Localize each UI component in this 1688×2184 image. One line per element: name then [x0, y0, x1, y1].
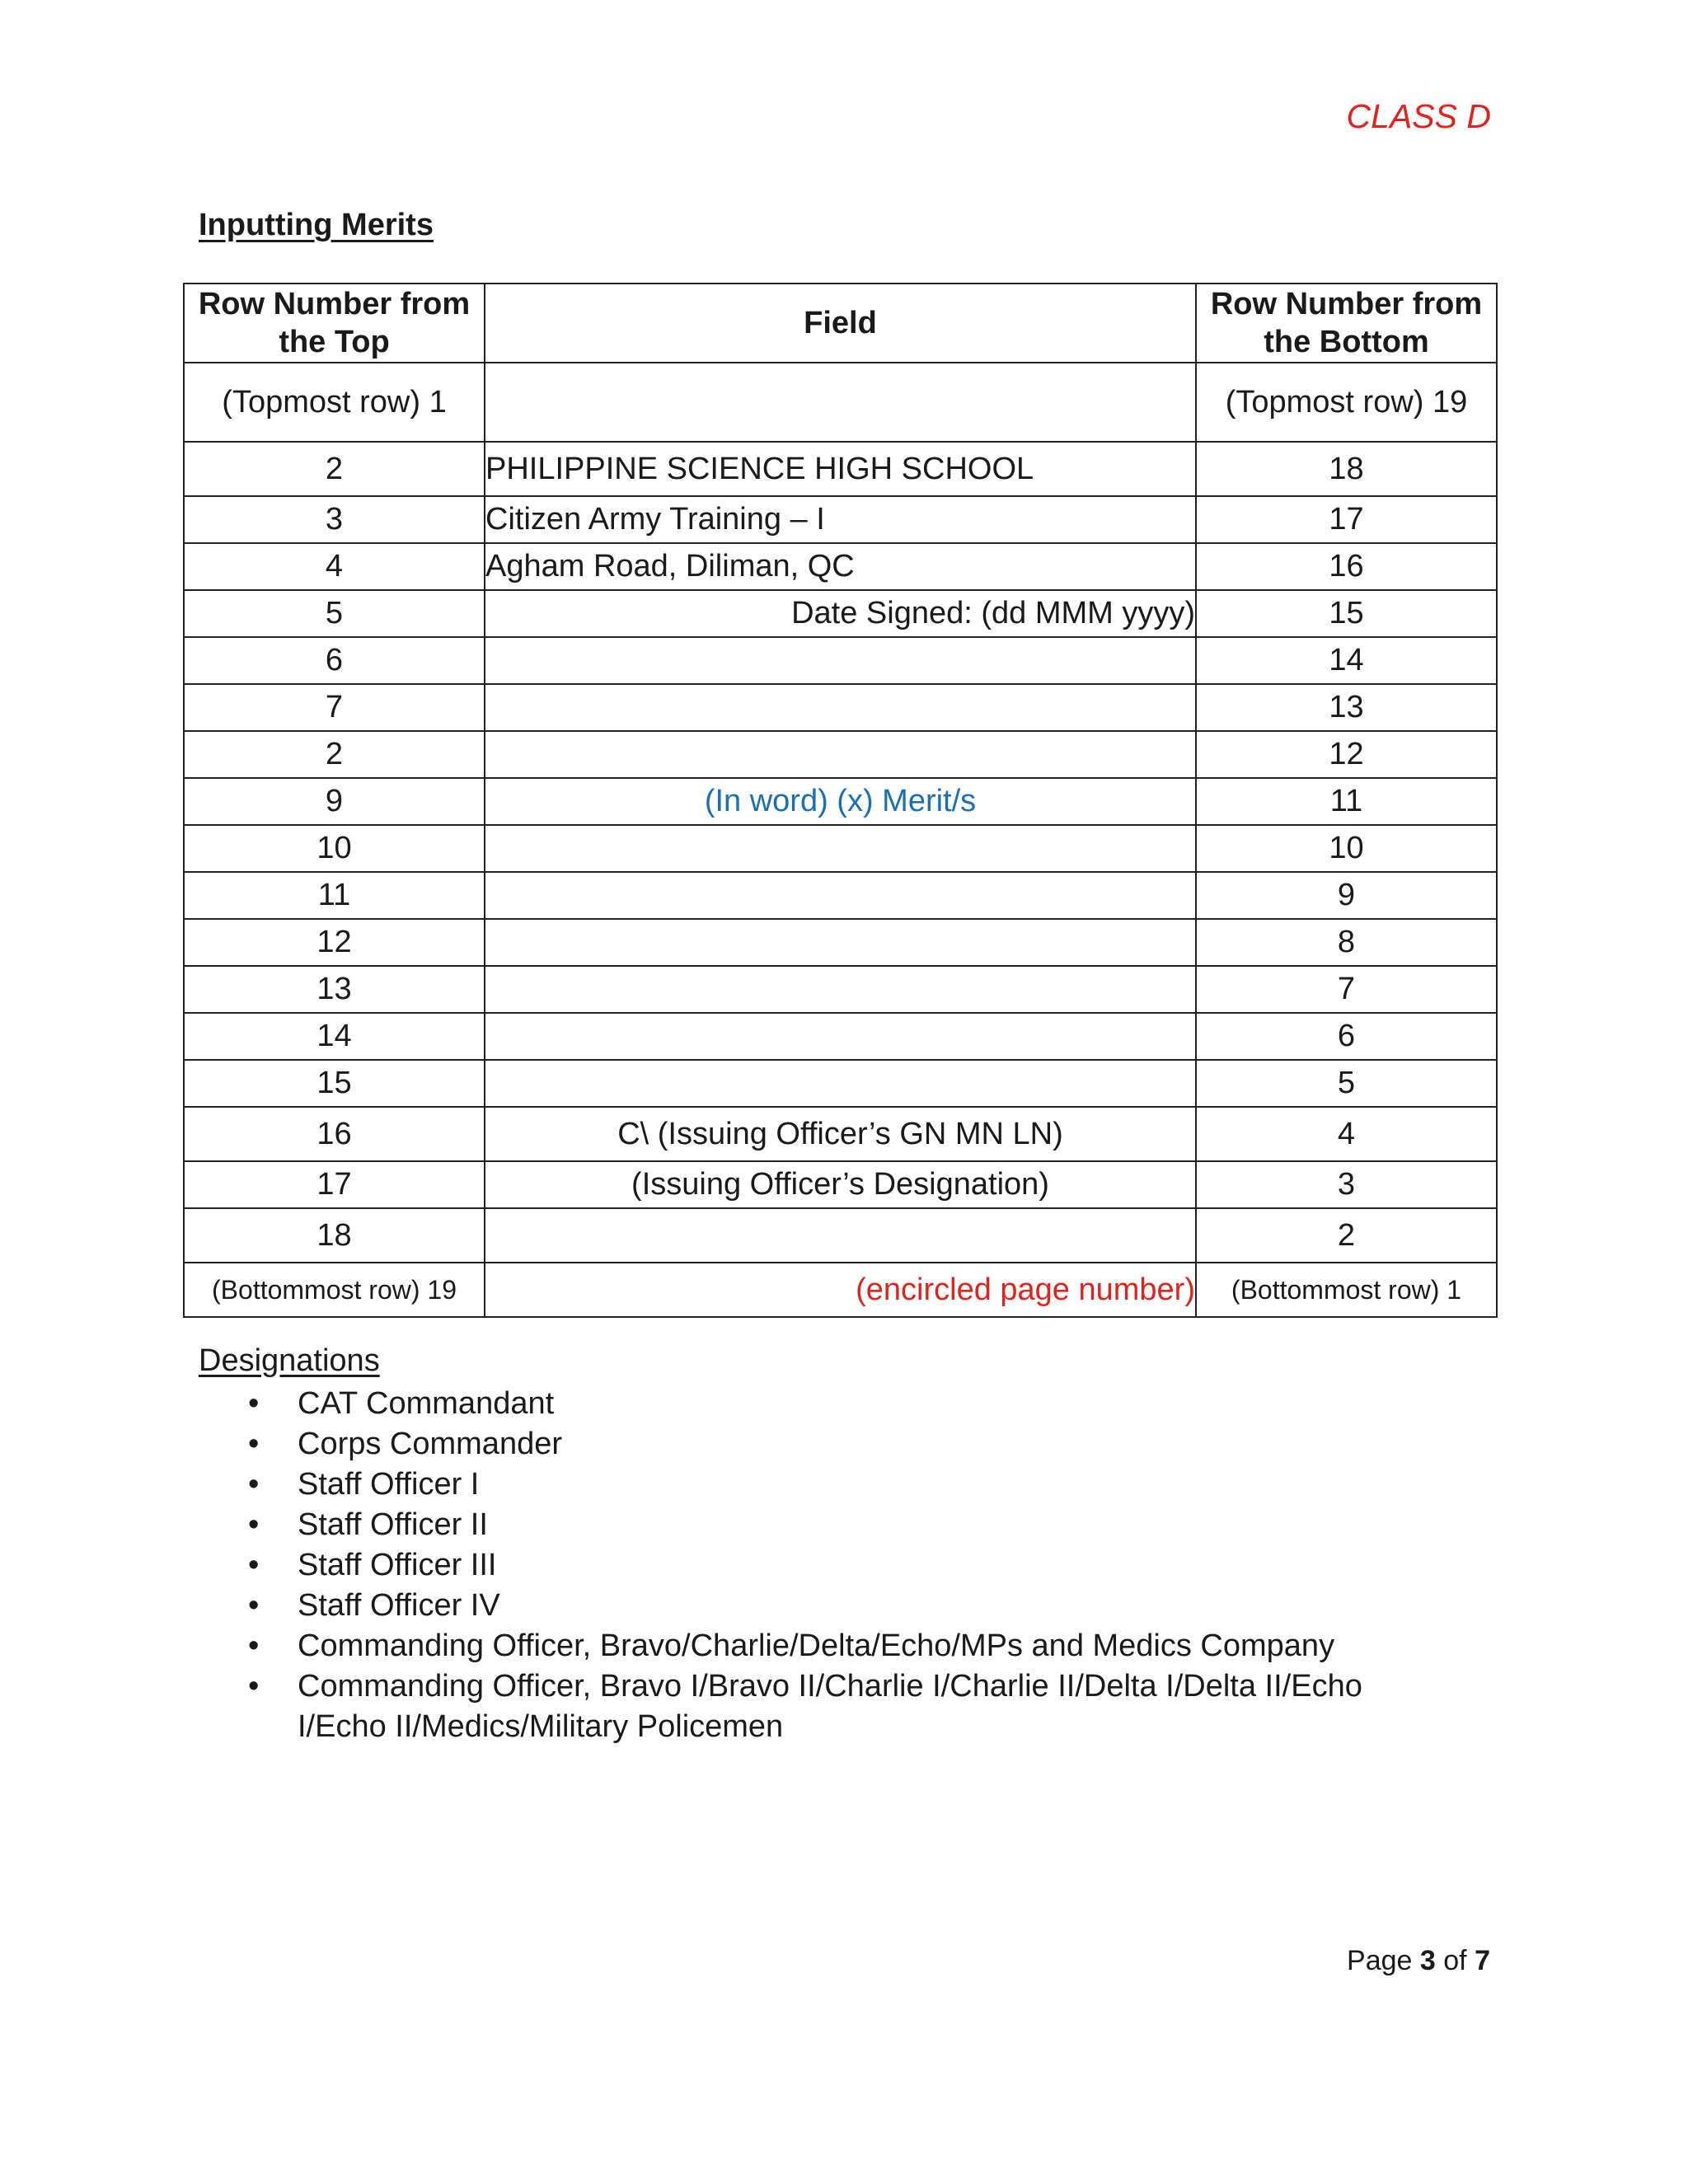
section-title: Inputting Merits — [199, 208, 434, 242]
table-row — [184, 731, 1497, 778]
row-top-number: 10 — [184, 825, 485, 872]
row-top-number: 11 — [184, 872, 485, 919]
row-top-number: 2 — [184, 442, 485, 496]
row-bottom-number: 6 — [1196, 1013, 1497, 1060]
row-bottom-number: 10 — [1196, 825, 1497, 872]
row-field: Citizen Army Training – I — [485, 496, 1196, 543]
row-top-number: 3 — [184, 496, 485, 543]
bullet-icon: • — [248, 1588, 260, 1623]
row-top-number: 17 — [184, 1161, 485, 1208]
row-bottom-number: 8 — [1196, 919, 1497, 966]
table-row — [184, 1107, 1497, 1161]
row-top-number: 14 — [184, 1013, 485, 1060]
table-row — [184, 590, 1497, 637]
list-item — [199, 1505, 1402, 1545]
row-field — [485, 872, 1196, 919]
list-item — [199, 1465, 1402, 1505]
designations-section — [199, 1343, 1402, 1747]
row-top-number: 6 — [184, 637, 485, 684]
row-field — [485, 1208, 1196, 1263]
row-top-number: 13 — [184, 966, 485, 1013]
page-word: Page — [1347, 1945, 1413, 1976]
table-row — [184, 1263, 1497, 1317]
table-row — [184, 1208, 1497, 1263]
list-item-text: Staff Officer III — [298, 1548, 497, 1582]
list-item-text: Commanding Officer, Bravo I/Bravo II/Charlie I/Charlie II/Delta I/Delta II/Echo I/Echo II/Medics/Military Policemen — [298, 1669, 1362, 1744]
bullet-icon: • — [248, 1467, 260, 1502]
header-row-from-top: Row Number from the Top — [184, 284, 485, 363]
list-item-text: Corps Commander — [298, 1427, 562, 1461]
page-footer — [1347, 1945, 1490, 1977]
bullet-icon: • — [248, 1629, 260, 1663]
list-item — [199, 1424, 1402, 1465]
row-bottom-number: (Bottommost row) 1 — [1196, 1263, 1497, 1317]
row-bottom-number: (Topmost row) 19 — [1196, 363, 1497, 442]
row-top-number: 15 — [184, 1060, 485, 1107]
designations-heading: Designations — [199, 1343, 380, 1378]
table-row — [184, 1060, 1497, 1107]
table-row — [184, 778, 1497, 825]
list-item-text: CAT Commandant — [298, 1386, 555, 1421]
row-field — [485, 1060, 1196, 1107]
row-bottom-number: 17 — [1196, 496, 1497, 543]
row-bottom-number: 13 — [1196, 684, 1497, 731]
table-row — [184, 543, 1497, 590]
row-bottom-number: 5 — [1196, 1060, 1497, 1107]
row-field: Agham Road, Diliman, QC — [485, 543, 1196, 590]
list-item — [199, 1384, 1402, 1424]
row-bottom-number: 2 — [1196, 1208, 1497, 1263]
class-label: CLASS D — [1346, 97, 1491, 135]
list-item — [199, 1626, 1402, 1666]
bullet-icon: • — [248, 1548, 260, 1582]
row-bottom-number: 18 — [1196, 442, 1497, 496]
list-item — [199, 1586, 1402, 1626]
row-bottom-number: 12 — [1196, 731, 1497, 778]
table-row — [184, 496, 1497, 543]
row-field — [485, 363, 1196, 442]
row-top-number: 18 — [184, 1208, 485, 1263]
list-item-text: Staff Officer II — [298, 1507, 488, 1542]
header-field: Field — [485, 284, 1196, 363]
row-field — [485, 731, 1196, 778]
table-row — [184, 637, 1497, 684]
merits-table — [183, 283, 1498, 1318]
list-item-text: Commanding Officer, Bravo/Charlie/Delta/Echo/MPs and Medics Company — [298, 1629, 1335, 1663]
bullet-icon: • — [248, 1669, 260, 1704]
row-top-number: 2 — [184, 731, 485, 778]
row-bottom-number: 16 — [1196, 543, 1497, 590]
row-bottom-number: 3 — [1196, 1161, 1497, 1208]
row-field-merits: (In word) (x) Merit/s — [485, 778, 1196, 825]
list-item-text: Staff Officer IV — [298, 1588, 500, 1623]
list-item — [199, 1666, 1402, 1747]
table-row — [184, 919, 1497, 966]
row-top-number: 16 — [184, 1107, 485, 1161]
row-field — [485, 966, 1196, 1013]
row-field: PHILIPPINE SCIENCE HIGH SCHOOL — [485, 442, 1196, 496]
row-bottom-number: 15 — [1196, 590, 1497, 637]
table-row — [184, 1013, 1497, 1060]
row-field-officer-name: C\ (Issuing Officer’s GN MN LN) — [485, 1107, 1196, 1161]
list-item — [199, 1545, 1402, 1586]
row-top-number: (Topmost row) 1 — [184, 363, 485, 442]
row-field-page-number: (encircled page number) — [485, 1263, 1196, 1317]
row-bottom-number: 7 — [1196, 966, 1497, 1013]
row-bottom-number: 11 — [1196, 778, 1497, 825]
row-top-number: 9 — [184, 778, 485, 825]
row-bottom-number: 14 — [1196, 637, 1497, 684]
row-field — [485, 684, 1196, 731]
row-top-number: 7 — [184, 684, 485, 731]
row-top-number: 5 — [184, 590, 485, 637]
header-row-from-bottom: Row Number from the Bottom — [1196, 284, 1497, 363]
row-field — [485, 825, 1196, 872]
row-field: Date Signed: (dd MMM yyyy) — [485, 590, 1196, 637]
bullet-icon: • — [248, 1427, 260, 1461]
row-bottom-number: 9 — [1196, 872, 1497, 919]
bullet-icon: • — [248, 1386, 260, 1421]
row-field — [485, 637, 1196, 684]
table-row — [184, 872, 1497, 919]
bullet-icon: • — [248, 1507, 260, 1542]
row-field — [485, 1013, 1196, 1060]
table-row — [184, 825, 1497, 872]
list-item-text: Staff Officer I — [298, 1467, 480, 1502]
table-row — [184, 966, 1497, 1013]
row-top-number: 12 — [184, 919, 485, 966]
page-current: 3 — [1419, 1945, 1436, 1976]
row-top-number: 4 — [184, 543, 485, 590]
table-row — [184, 684, 1497, 731]
row-field — [485, 919, 1196, 966]
table-row — [184, 442, 1497, 496]
designations-list — [199, 1384, 1402, 1747]
row-top-number: (Bottommost row) 19 — [184, 1263, 485, 1317]
row-field-officer-designation: (Issuing Officer’s Designation) — [485, 1161, 1196, 1208]
table-row — [184, 363, 1497, 442]
table-row — [184, 1161, 1497, 1208]
page-total: 7 — [1475, 1945, 1490, 1976]
of-word: of — [1443, 1945, 1467, 1976]
row-bottom-number: 4 — [1196, 1107, 1497, 1161]
